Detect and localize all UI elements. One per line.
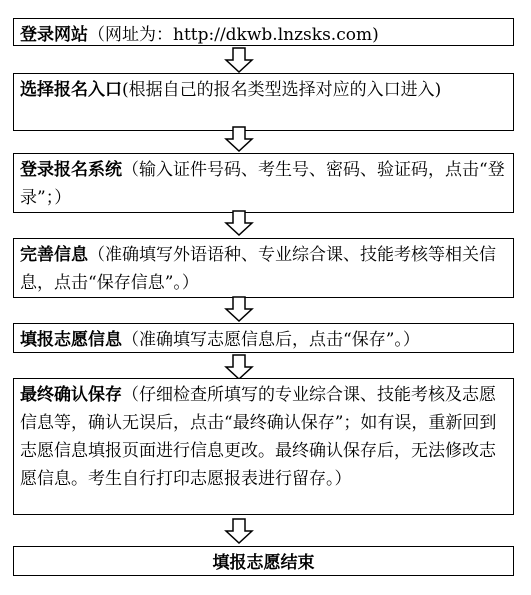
down-arrow-icon: [224, 518, 254, 544]
step-complete-info: [13, 238, 514, 298]
step-desc: （网址为：http://dkwb.lnzsks.com): [88, 25, 379, 45]
step-title: 填报志愿信息: [20, 330, 122, 350]
step-fill-preferences: [13, 323, 514, 353]
step-login-system: [13, 153, 514, 213]
step-desc: （准确填写外语语种、专业综合课、技能考核等相关信息，点击“保存信息”。）: [20, 245, 496, 293]
down-arrow-icon: [224, 47, 254, 73]
step-finish: [13, 546, 514, 576]
step-login-website: [13, 18, 514, 46]
down-arrow-icon: [224, 296, 254, 322]
step-desc: (根据自己的报名类型选择对应的入口进入): [122, 80, 442, 100]
step-final-confirm: [13, 378, 514, 515]
step-desc: （准确填写志愿信息后，点击“保存”。）: [122, 330, 420, 350]
step-title: 登录报名系统: [20, 160, 122, 180]
finish-label: 填报志愿结束: [212, 553, 315, 573]
step-title: 完善信息: [20, 245, 88, 265]
down-arrow-icon: [224, 210, 254, 236]
step-desc: （输入证件号码、考生号、密码、验证码，点击“登录”；）: [20, 160, 505, 208]
step-desc: （仔细检查所填写的专业综合课、技能考核及志愿信息等，确认无误后，点击“最终确认保存”；如有误，重新回到志愿信息填报页面进行信息更改。最终确认保存后，无法修改志愿信息。考生自行打印志愿报表进行留存。）: [20, 385, 497, 489]
step-title: 最终确认保存: [20, 385, 122, 405]
down-arrow-icon: [224, 126, 254, 152]
step-title: 登录网站: [20, 25, 88, 45]
step-title: 选择报名入口: [20, 80, 122, 100]
step-select-entry: [13, 73, 514, 131]
down-arrow-icon: [224, 354, 254, 380]
